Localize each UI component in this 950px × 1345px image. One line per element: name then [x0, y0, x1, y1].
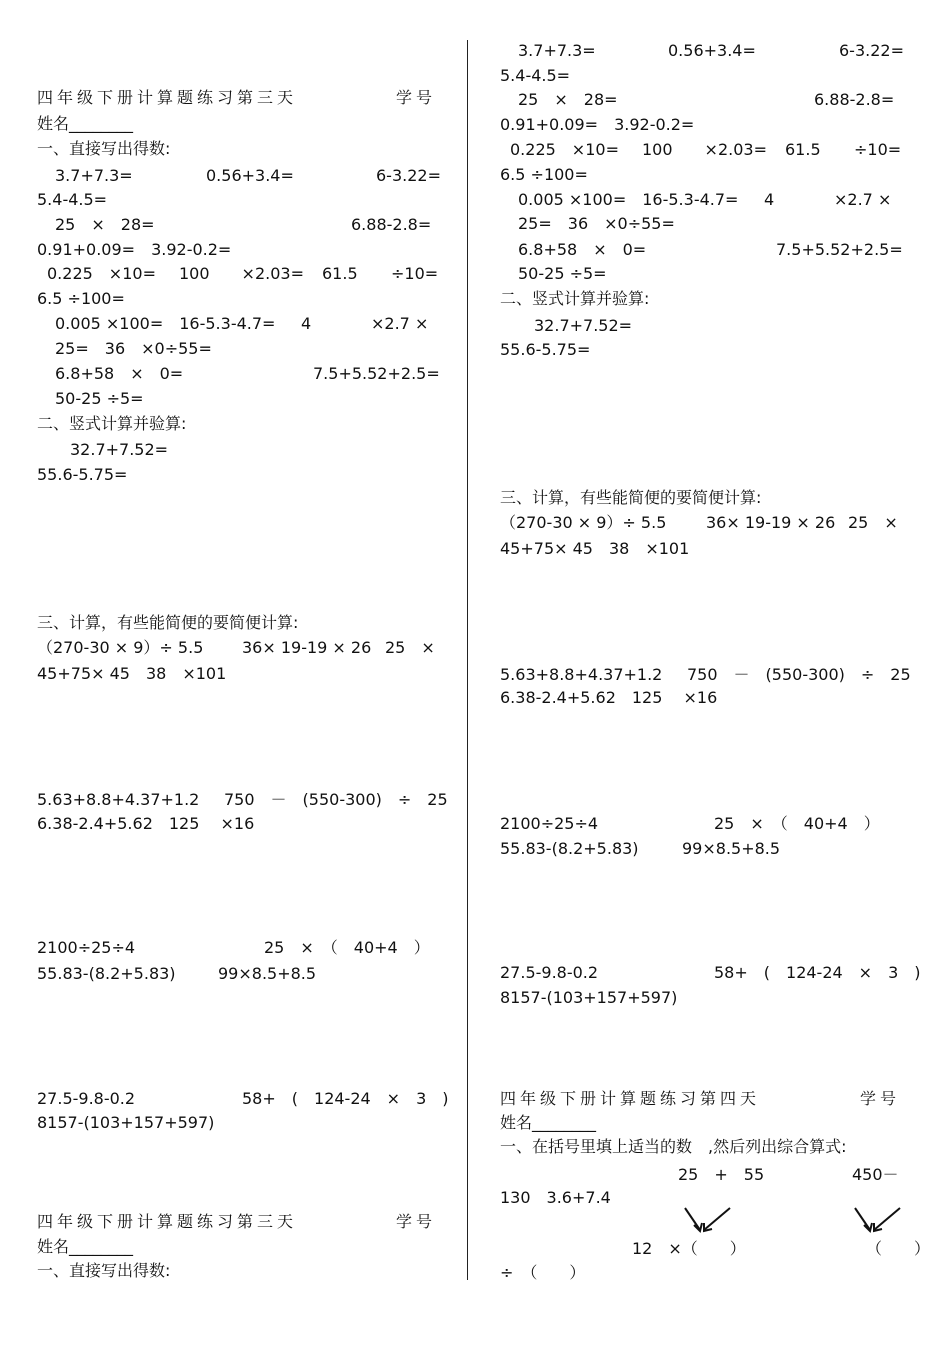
problem: 3.7+7.3=: [55, 166, 133, 185]
problem: 6.8+58 × 0=: [55, 364, 184, 383]
problem: 3.7+7.3=: [518, 41, 596, 60]
problem: 36× 19-19 × 26: [242, 638, 372, 657]
problem: 25 ×: [385, 638, 435, 657]
problem: ÷10=: [854, 140, 902, 159]
section-heading: 一、在括号里填上适当的数 ,然后列出综合算式:: [500, 1137, 847, 1156]
problem: 25 × （ 40+4 ）: [264, 938, 430, 957]
section-heading: 一、直接写出得数:: [37, 1261, 171, 1280]
problem: 4: [301, 314, 312, 333]
problem: 6.38-2.4+5.62 125 ×16: [500, 688, 718, 707]
problem: 55.6-5.75=: [500, 340, 591, 359]
problem: 25= 36 ×0÷55=: [55, 339, 212, 358]
problem: 50-25 ÷5=: [55, 389, 144, 408]
right-column: [462, 0, 931, 1345]
problem: 61.5: [785, 140, 821, 159]
problem: ×2.7 ×: [834, 190, 892, 209]
student-number-label: 学号: [860, 1089, 901, 1108]
problem: 25 ×: [848, 513, 898, 532]
problem: 99×8.5+8.5: [682, 839, 781, 858]
problem: 25= 36 ×0÷55=: [518, 214, 675, 233]
problem: 0.225 ×10=: [510, 140, 619, 159]
problem: （270-30 × 9）÷ 5.5: [37, 638, 204, 657]
blank-box: （ ）: [866, 1239, 931, 1258]
name-field-label: 姓名________: [37, 1237, 134, 1256]
problem: 55.83-(8.2+5.83): [37, 964, 176, 983]
problem: 32.7+7.52=: [70, 440, 169, 459]
problem: 5.4-4.5=: [500, 66, 571, 85]
problem: 27.5-9.8-0.2: [500, 963, 599, 982]
problem: 450－: [852, 1165, 899, 1184]
problem: 5.4-4.5=: [37, 190, 108, 209]
problem: 25 × 28=: [55, 215, 155, 234]
problem: 6-3.22=: [839, 41, 904, 60]
name-field-label: 姓名________: [500, 1113, 597, 1132]
section-heading: 三、计算，有些能简便的要简便计算:: [37, 613, 299, 632]
blank-box-expression: 12 ×（ ）: [632, 1239, 746, 1258]
problem: 27.5-9.8-0.2: [37, 1089, 136, 1108]
problem: 45+75× 45 38 ×101: [37, 664, 227, 683]
problem: 0.005 ×100= 16-5.3-4.7=: [55, 314, 276, 333]
problem: 45+75× 45 38 ×101: [500, 539, 690, 558]
problem: 5.63+8.8+4.37+1.2: [37, 790, 200, 809]
problem: （270-30 × 9）÷ 5.5: [500, 513, 667, 532]
problem: 750 － (550-300) ÷ 25: [687, 665, 911, 684]
problem: 25 × （ 40+4 ）: [714, 814, 880, 833]
problem: 99×8.5+8.5: [218, 964, 317, 983]
problem: 25 × 28=: [518, 90, 618, 109]
problem: 0.225 ×10=: [47, 264, 156, 283]
problem: 130 3.6+7.4: [500, 1188, 611, 1207]
problem: 4: [764, 190, 775, 209]
problem: 55.83-(8.2+5.83): [500, 839, 639, 858]
problem: 55.6-5.75=: [37, 465, 128, 484]
problem: 0.91+0.09= 3.92-0.2=: [37, 240, 232, 259]
problem: 6.88-2.8=: [814, 90, 895, 109]
problem: 6.8+58 × 0=: [518, 240, 647, 259]
problem: ×2.7 ×: [371, 314, 429, 333]
problem: 6.5 ÷100=: [37, 289, 125, 308]
problem: 6.38-2.4+5.62 125 ×16: [37, 814, 255, 833]
problem: 6.88-2.8=: [351, 215, 432, 234]
problem: 100 ×2.03=: [179, 264, 304, 283]
arrow-left-pair-icon: [682, 1205, 732, 1235]
problem: 8157-(103+157+597): [37, 1113, 215, 1132]
problem: 8157-(103+157+597): [500, 988, 678, 1007]
section-heading: 二、竖式计算并验算:: [500, 289, 650, 308]
problem: 7.5+5.52+2.5=: [776, 240, 903, 259]
section-heading: 三、计算，有些能简便的要简便计算:: [500, 488, 762, 507]
problem: 0.91+0.09= 3.92-0.2=: [500, 115, 695, 134]
problem: 6.5 ÷100=: [500, 165, 588, 184]
problem: 32.7+7.52=: [534, 316, 633, 335]
left-column: [0, 0, 449, 1345]
student-number-label: 学号: [396, 88, 437, 107]
student-number-label: 学号: [396, 1212, 437, 1231]
problem: 58+ ( 124-24 × 3 ): [714, 963, 921, 982]
worksheet-title: 四年级下册计算题练习第三天: [37, 88, 298, 107]
problem: 0.005 ×100= 16-5.3-4.7=: [518, 190, 739, 209]
section-heading: 一、直接写出得数:: [37, 139, 171, 158]
problem: 6-3.22=: [376, 166, 441, 185]
problem: 25 + 55: [678, 1165, 765, 1184]
blank-box-expression: ÷ （ ）: [500, 1263, 586, 1282]
problem: 750 － (550-300) ÷ 25: [224, 790, 448, 809]
problem: 50-25 ÷5=: [518, 264, 607, 283]
problem: 0.56+3.4=: [668, 41, 756, 60]
section-heading: 二、竖式计算并验算:: [37, 414, 187, 433]
problem: 5.63+8.8+4.37+1.2: [500, 665, 663, 684]
problem: 61.5: [322, 264, 358, 283]
arrow-right-pair-icon: [852, 1205, 902, 1235]
name-field-label: 姓名________: [37, 114, 134, 133]
problem: 7.5+5.52+2.5=: [313, 364, 440, 383]
worksheet-title: 四年级下册计算题练习第四天: [500, 1089, 761, 1108]
problem: 2100÷25÷4: [500, 814, 599, 833]
problem: 58+ ( 124-24 × 3 ): [242, 1089, 449, 1108]
problem: 36× 19-19 × 26: [706, 513, 836, 532]
problem: 100 ×2.03=: [642, 140, 767, 159]
problem: ÷10=: [391, 264, 439, 283]
problem: 2100÷25÷4: [37, 938, 136, 957]
worksheet-title: 四年级下册计算题练习第三天: [37, 1212, 298, 1231]
problem: 0.56+3.4=: [206, 166, 294, 185]
